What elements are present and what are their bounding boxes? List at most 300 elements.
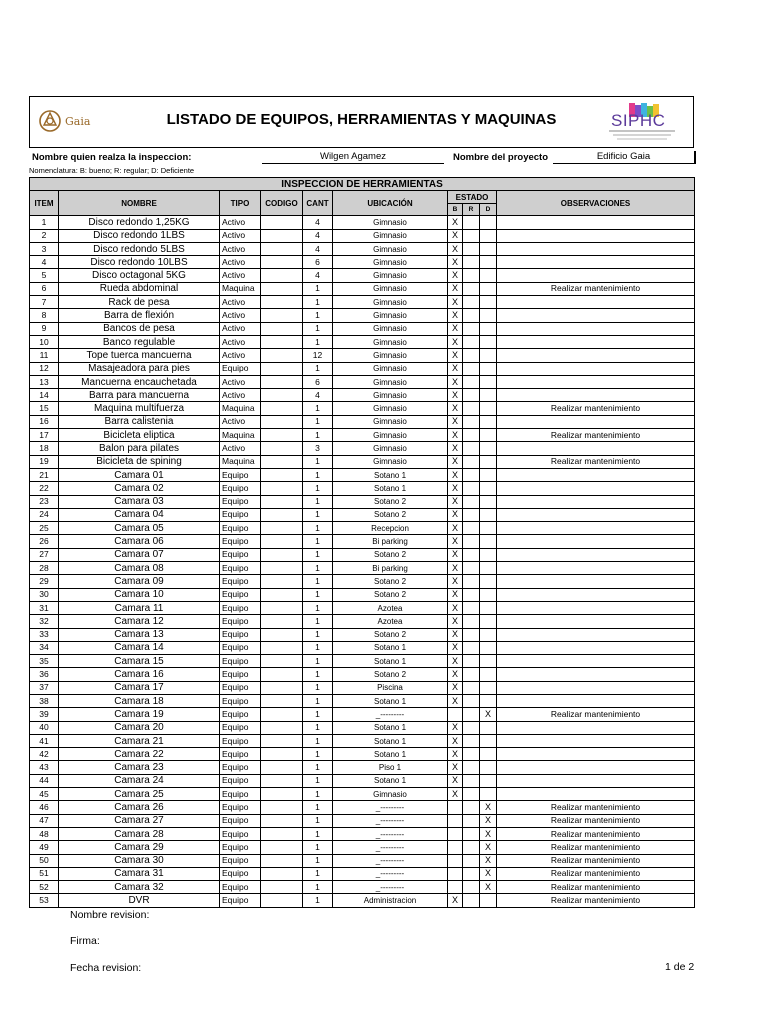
table-row [30, 229, 695, 242]
cell-ubicacion: _--------- [333, 881, 448, 894]
cell-estado-r [463, 894, 480, 907]
cell-item: 37 [30, 681, 59, 694]
cell-estado-b: X [448, 628, 463, 641]
cell-nombre: Banco regulable [59, 335, 220, 348]
cell-estado-b: X [448, 269, 463, 282]
cell-nombre: Bicicleta eliptica [59, 429, 220, 442]
cell-tipo: Equipo [220, 562, 261, 575]
cell-estado-r [463, 668, 480, 681]
cell-tipo: Activo [220, 229, 261, 242]
cell-observaciones [497, 269, 695, 282]
cell-cant: 1 [303, 668, 333, 681]
cell-estado-b: X [448, 668, 463, 681]
table-row [30, 335, 695, 348]
cell-cant: 1 [303, 468, 333, 481]
table-row [30, 548, 695, 561]
cell-observaciones: Realizar mantenimiento [497, 881, 695, 894]
cell-estado-d: X [480, 881, 497, 894]
cell-nombre: Disco redondo 5LBS [59, 242, 220, 255]
cell-observaciones [497, 681, 695, 694]
cell-ubicacion: Administracion [333, 894, 448, 907]
cell-ubicacion: Gimnasio [333, 349, 448, 362]
cell-nombre: Camara 17 [59, 681, 220, 694]
cell-tipo: Activo [220, 296, 261, 309]
cell-estado-d [480, 402, 497, 415]
col-header-codigo: CODIGO [261, 191, 303, 216]
cell-estado-d [480, 429, 497, 442]
cell-nombre: Rueda abdominal [59, 282, 220, 295]
cell-estado-d [480, 375, 497, 388]
cell-observaciones: Realizar mantenimiento [497, 894, 695, 907]
cell-ubicacion: _--------- [333, 814, 448, 827]
cell-item: 28 [30, 562, 59, 575]
cell-observaciones [497, 309, 695, 322]
cell-estado-r [463, 296, 480, 309]
cell-estado-r [463, 442, 480, 455]
cell-cant: 1 [303, 801, 333, 814]
col-header-item: ITEM [30, 191, 59, 216]
cell-observaciones [497, 694, 695, 707]
cell-ubicacion: Piso 1 [333, 761, 448, 774]
cell-nombre: Disco redondo 1,25KG [59, 216, 220, 229]
cell-estado-d [480, 668, 497, 681]
cell-cant: 12 [303, 349, 333, 362]
cell-item: 47 [30, 814, 59, 827]
cell-estado-r [463, 655, 480, 668]
cell-ubicacion: Gimnasio [333, 429, 448, 442]
cell-observaciones [497, 628, 695, 641]
table-row [30, 482, 695, 495]
table-row [30, 242, 695, 255]
cell-estado-b: X [448, 761, 463, 774]
cell-cant: 6 [303, 375, 333, 388]
cell-cant: 1 [303, 535, 333, 548]
table-row [30, 508, 695, 521]
cell-observaciones [497, 322, 695, 335]
cell-codigo [261, 615, 303, 628]
cell-item: 15 [30, 402, 59, 415]
cell-estado-b [448, 867, 463, 880]
cell-codigo [261, 548, 303, 561]
cell-estado-r [463, 375, 480, 388]
cell-nombre: Camara 32 [59, 881, 220, 894]
col-header-r: R [463, 204, 480, 216]
cell-estado-d [480, 282, 497, 295]
cell-observaciones [497, 335, 695, 348]
cell-item: 13 [30, 375, 59, 388]
cell-cant: 4 [303, 242, 333, 255]
cell-codigo [261, 814, 303, 827]
cell-cant: 1 [303, 655, 333, 668]
cell-item: 1 [30, 216, 59, 229]
cell-item: 43 [30, 761, 59, 774]
cell-codigo [261, 562, 303, 575]
cell-codigo [261, 415, 303, 428]
cell-nombre: Camara 01 [59, 468, 220, 481]
cell-item: 23 [30, 495, 59, 508]
cell-nombre: Disco octagonal 5KG [59, 269, 220, 282]
cell-codigo [261, 588, 303, 601]
cell-estado-d [480, 495, 497, 508]
cell-cant: 1 [303, 522, 333, 535]
cell-estado-r [463, 814, 480, 827]
table-body [30, 216, 695, 907]
cell-estado-r [463, 309, 480, 322]
cell-estado-d [480, 774, 497, 787]
cell-codigo [261, 721, 303, 734]
cell-nombre: Camara 24 [59, 774, 220, 787]
cell-ubicacion: Sotano 1 [333, 641, 448, 654]
cell-item: 4 [30, 256, 59, 269]
cell-estado-r [463, 827, 480, 840]
cell-tipo: Activo [220, 375, 261, 388]
cell-codigo [261, 894, 303, 907]
cell-codigo [261, 827, 303, 840]
cell-ubicacion: Gimnasio [333, 296, 448, 309]
cell-estado-d [480, 349, 497, 362]
cell-ubicacion: Sotano 1 [333, 468, 448, 481]
cell-tipo: Equipo [220, 827, 261, 840]
cell-estado-d [480, 216, 497, 229]
cell-ubicacion: Sotano 1 [333, 748, 448, 761]
cell-estado-b: X [448, 655, 463, 668]
cell-tipo: Equipo [220, 575, 261, 588]
cell-estado-b: X [448, 375, 463, 388]
cell-estado-b: X [448, 495, 463, 508]
inspector-label: Nombre quien realza la inspeccion: [32, 152, 192, 163]
cell-estado-d [480, 615, 497, 628]
cell-observaciones [497, 562, 695, 575]
cell-estado-d [480, 229, 497, 242]
document-title: LISTADO DE EQUIPOS, HERRAMIENTAS Y MAQUINAS [166, 111, 557, 128]
cell-cant: 1 [303, 562, 333, 575]
cell-nombre: Camara 06 [59, 535, 220, 548]
cell-item: 53 [30, 894, 59, 907]
cell-nombre: Camara 15 [59, 655, 220, 668]
cell-cant: 1 [303, 681, 333, 694]
cell-codigo [261, 641, 303, 654]
cell-cant: 1 [303, 322, 333, 335]
cell-nombre: Camara 10 [59, 588, 220, 601]
cell-ubicacion: _--------- [333, 841, 448, 854]
cell-item: 32 [30, 615, 59, 628]
cell-estado-r [463, 455, 480, 468]
table-row [30, 562, 695, 575]
table-row [30, 375, 695, 388]
cell-nombre: Camara 31 [59, 867, 220, 880]
cell-item: 2 [30, 229, 59, 242]
col-header-observaciones: OBSERVACIONES [497, 191, 695, 216]
cell-nombre: Bicicleta de spining [59, 455, 220, 468]
cell-nombre: Barra calistenia [59, 415, 220, 428]
cell-estado-b: X [448, 468, 463, 481]
cell-observaciones [497, 535, 695, 548]
cell-estado-b: X [448, 282, 463, 295]
cell-estado-r [463, 282, 480, 295]
table-row [30, 721, 695, 734]
cell-observaciones [497, 788, 695, 801]
cell-nombre: DVR [59, 894, 220, 907]
cell-ubicacion: Sotano 2 [333, 628, 448, 641]
cell-estado-r [463, 694, 480, 707]
cell-cant: 1 [303, 495, 333, 508]
cell-estado-b: X [448, 402, 463, 415]
cell-estado-d: X [480, 827, 497, 840]
cell-estado-r [463, 734, 480, 747]
cell-cant: 1 [303, 415, 333, 428]
table-row [30, 349, 695, 362]
cell-observaciones [497, 601, 695, 614]
table-row [30, 734, 695, 747]
cell-nombre: Camara 05 [59, 522, 220, 535]
cell-observaciones: Realizar mantenimiento [497, 854, 695, 867]
cell-nombre: Maquina multifuerza [59, 402, 220, 415]
cell-ubicacion: Recepcion [333, 522, 448, 535]
cell-ubicacion: Gimnasio [333, 442, 448, 455]
cell-observaciones [497, 575, 695, 588]
cell-tipo: Equipo [220, 548, 261, 561]
cell-codigo [261, 508, 303, 521]
cell-estado-r [463, 761, 480, 774]
cell-estado-r [463, 881, 480, 894]
cell-estado-b: X [448, 694, 463, 707]
cell-codigo [261, 402, 303, 415]
table-row [30, 588, 695, 601]
cell-estado-b: X [448, 349, 463, 362]
cell-observaciones [497, 482, 695, 495]
cell-tipo: Activo [220, 269, 261, 282]
cell-estado-r [463, 508, 480, 521]
cell-estado-d [480, 508, 497, 521]
cell-estado-b: X [448, 335, 463, 348]
cell-estado-d [480, 655, 497, 668]
cell-cant: 1 [303, 508, 333, 521]
cell-tipo: Equipo [220, 668, 261, 681]
project-label: Nombre del proyecto [453, 152, 549, 163]
cell-tipo: Equipo [220, 774, 261, 787]
cell-estado-b: X [448, 442, 463, 455]
cell-tipo: Equipo [220, 468, 261, 481]
cell-codigo [261, 242, 303, 255]
cell-estado-r [463, 681, 480, 694]
cell-estado-d [480, 242, 497, 255]
inspector-row [29, 151, 694, 165]
cell-observaciones [497, 216, 695, 229]
cell-codigo [261, 854, 303, 867]
cell-codigo [261, 349, 303, 362]
cell-estado-b: X [448, 429, 463, 442]
cell-estado-d [480, 535, 497, 548]
cell-ubicacion: Gimnasio [333, 282, 448, 295]
cell-codigo [261, 694, 303, 707]
cell-codigo [261, 788, 303, 801]
cell-codigo [261, 748, 303, 761]
cell-tipo: Maquina [220, 282, 261, 295]
document-header [29, 96, 694, 148]
cell-tipo: Equipo [220, 535, 261, 548]
cell-observaciones [497, 242, 695, 255]
cell-observaciones [497, 495, 695, 508]
cell-ubicacion: Gimnasio [333, 335, 448, 348]
cell-cant: 1 [303, 575, 333, 588]
cell-estado-d [480, 256, 497, 269]
cell-tipo: Activo [220, 216, 261, 229]
cell-estado-r [463, 269, 480, 282]
cell-cant: 1 [303, 708, 333, 721]
cell-ubicacion: Bi parking [333, 535, 448, 548]
cell-estado-b: X [448, 615, 463, 628]
cell-estado-b [448, 827, 463, 840]
table-row [30, 894, 695, 907]
cell-tipo: Equipo [220, 814, 261, 827]
gaia-logo-text: Gaia [65, 114, 91, 128]
cell-tipo: Equipo [220, 508, 261, 521]
col-header-b: B [448, 204, 463, 216]
cell-estado-b: X [448, 522, 463, 535]
cell-nombre: Camara 22 [59, 748, 220, 761]
cell-estado-r [463, 615, 480, 628]
cell-nombre: Disco redondo 10LBS [59, 256, 220, 269]
cell-cant: 1 [303, 788, 333, 801]
cell-tipo: Equipo [220, 655, 261, 668]
cell-estado-d [480, 296, 497, 309]
cell-estado-d [480, 894, 497, 907]
cell-nombre: Disco redondo 1LBS [59, 229, 220, 242]
inspector-value: Wilgen Agamez [262, 151, 444, 164]
cell-nombre: Camara 08 [59, 562, 220, 575]
cell-tipo: Maquina [220, 455, 261, 468]
cell-estado-r [463, 322, 480, 335]
cell-codigo [261, 256, 303, 269]
cell-estado-b [448, 801, 463, 814]
cell-estado-b [448, 708, 463, 721]
cell-item: 10 [30, 335, 59, 348]
cell-codigo [261, 734, 303, 747]
cell-tipo: Equipo [220, 681, 261, 694]
cell-tipo: Activo [220, 335, 261, 348]
table-row [30, 216, 695, 229]
cell-observaciones: Realizar mantenimiento [497, 841, 695, 854]
cell-nombre: Camara 25 [59, 788, 220, 801]
cell-codigo [261, 429, 303, 442]
cell-observaciones [497, 668, 695, 681]
cell-estado-r [463, 242, 480, 255]
table-row [30, 362, 695, 375]
cell-estado-d: X [480, 854, 497, 867]
cell-item: 50 [30, 854, 59, 867]
cell-codigo [261, 522, 303, 535]
cell-tipo: Activo [220, 349, 261, 362]
cell-estado-b: X [448, 748, 463, 761]
cell-codigo [261, 867, 303, 880]
cell-estado-d [480, 628, 497, 641]
cell-estado-d [480, 482, 497, 495]
cell-ubicacion: Gimnasio [333, 309, 448, 322]
cell-estado-r [463, 854, 480, 867]
cell-cant: 1 [303, 402, 333, 415]
cell-item: 38 [30, 694, 59, 707]
cell-estado-r [463, 216, 480, 229]
cell-item: 51 [30, 867, 59, 880]
cell-ubicacion: Gimnasio [333, 322, 448, 335]
table-row [30, 455, 695, 468]
cell-observaciones [497, 442, 695, 455]
cell-estado-d [480, 641, 497, 654]
cell-estado-b: X [448, 548, 463, 561]
cell-estado-r [463, 748, 480, 761]
cell-estado-d [480, 694, 497, 707]
cell-cant: 1 [303, 548, 333, 561]
cell-cant: 1 [303, 694, 333, 707]
table-row [30, 761, 695, 774]
cell-cant: 1 [303, 628, 333, 641]
cell-estado-b: X [448, 641, 463, 654]
cell-ubicacion: Sotano 2 [333, 508, 448, 521]
table-row [30, 296, 695, 309]
cell-observaciones [497, 615, 695, 628]
cell-estado-d: X [480, 801, 497, 814]
table-row [30, 322, 695, 335]
cell-codigo [261, 455, 303, 468]
cell-item: 30 [30, 588, 59, 601]
cell-item: 3 [30, 242, 59, 255]
cell-ubicacion: Sotano 2 [333, 548, 448, 561]
cell-ubicacion: Sotano 1 [333, 482, 448, 495]
cell-observaciones [497, 362, 695, 375]
cell-estado-d: X [480, 708, 497, 721]
cell-estado-d [480, 269, 497, 282]
cell-cant: 1 [303, 455, 333, 468]
cell-nombre: Camara 28 [59, 827, 220, 840]
cell-estado-d [480, 588, 497, 601]
cell-nombre: Rack de pesa [59, 296, 220, 309]
col-header-cant: CANT [303, 191, 333, 216]
col-header-d: D [480, 204, 497, 216]
section-title: INSPECCION DE HERRAMIENTAS [30, 178, 695, 191]
cell-estado-r [463, 389, 480, 402]
cell-nombre: Camara 21 [59, 734, 220, 747]
cell-observaciones [497, 375, 695, 388]
cell-item: 39 [30, 708, 59, 721]
cell-item: 35 [30, 655, 59, 668]
cell-estado-b: X [448, 256, 463, 269]
cell-tipo: Equipo [220, 801, 261, 814]
cell-estado-d [480, 309, 497, 322]
siphc-logo [599, 101, 685, 143]
cell-cant: 1 [303, 615, 333, 628]
cell-nombre: Barra de flexión [59, 309, 220, 322]
cell-estado-d [480, 362, 497, 375]
cell-estado-d [480, 335, 497, 348]
cell-cant: 1 [303, 601, 333, 614]
cell-observaciones [497, 508, 695, 521]
cell-observaciones: Realizar mantenimiento [497, 827, 695, 840]
cell-nombre: Camara 07 [59, 548, 220, 561]
cell-ubicacion: Gimnasio [333, 389, 448, 402]
cell-estado-b [448, 881, 463, 894]
cell-estado-r [463, 788, 480, 801]
cell-item: 24 [30, 508, 59, 521]
cell-estado-r [463, 415, 480, 428]
cell-item: 34 [30, 641, 59, 654]
cell-ubicacion: Sotano 1 [333, 655, 448, 668]
cell-ubicacion: Bi parking [333, 562, 448, 575]
cell-cant: 4 [303, 216, 333, 229]
cell-tipo: Activo [220, 242, 261, 255]
cell-tipo: Equipo [220, 788, 261, 801]
cell-estado-r [463, 468, 480, 481]
cell-estado-b: X [448, 535, 463, 548]
